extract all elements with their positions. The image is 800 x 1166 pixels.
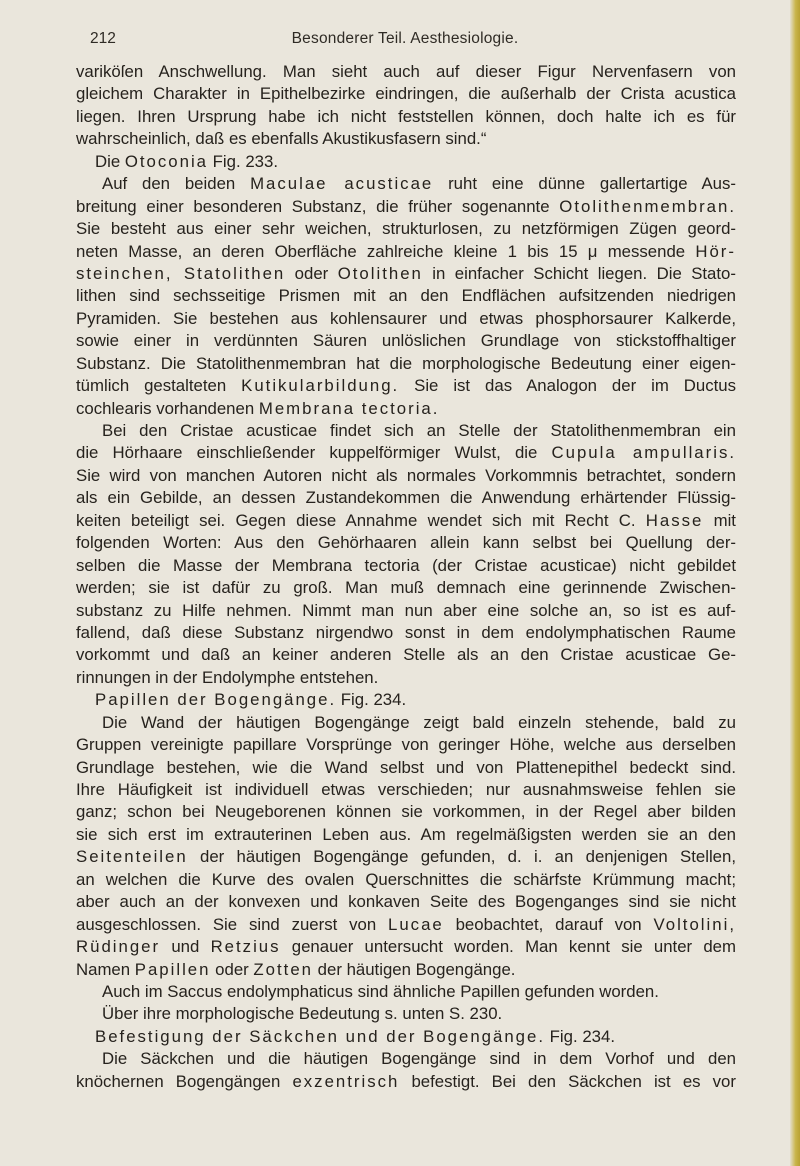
- text-line: [76, 173, 736, 195]
- text-run: selben die Masse der Membrana tectoria (der Cristae acusticae) nicht gebildet: [76, 555, 736, 575]
- text-line: [76, 308, 736, 330]
- text-line: [76, 734, 736, 756]
- text-line: [76, 61, 736, 83]
- text-run: Die: [95, 151, 125, 171]
- text-run: Sie besteht aus einer sehr weichen, strukturlosen, zu netzförmigen Zügen geord-: [76, 219, 736, 239]
- text-line: [76, 622, 736, 644]
- text-run: cochlearis vorhandenen: [76, 398, 259, 418]
- spaced-emphasis: Voltolini,: [653, 914, 736, 934]
- text-line: [76, 801, 736, 823]
- text-line: [76, 1071, 736, 1093]
- text-run: keiten beteiligt sei. Gegen diese Annahme wendet sich mit Recht C.: [76, 510, 646, 530]
- text-run: der häutigen Bogengänge gefunden, d. i. an denjenigen Stellen,: [187, 847, 736, 867]
- text-line: [76, 218, 736, 240]
- text-run: Sie ist das Analogon der im Ductus: [399, 376, 736, 396]
- text-line: [76, 846, 736, 868]
- text-run: mit: [703, 510, 736, 530]
- text-line: [76, 555, 736, 577]
- text-line: [76, 442, 736, 464]
- spaced-emphasis: steinchen, Statolithen: [76, 263, 286, 283]
- spaced-emphasis: Rüdinger: [76, 937, 161, 957]
- text-line: [76, 398, 736, 420]
- text-run: oder: [210, 959, 254, 979]
- text-run: Auf den beiden: [102, 174, 251, 194]
- text-line: [76, 577, 736, 599]
- text-run: aber auch an der konvexen und konkaven Seite des Bogenganges sind sie nicht: [76, 892, 736, 912]
- text-run: variköſen Anschwellung. Man sieht auch auf dieser Figur Nervenfasern von: [76, 62, 736, 81]
- text-line: [76, 106, 736, 128]
- spaced-emphasis: Otoconia: [124, 151, 209, 171]
- spaced-emphasis: Hör-: [695, 241, 736, 261]
- text-run: ausgeschlossen. Sie sind zuerst von: [76, 914, 389, 934]
- text-run: Auch im Saccus endolymphaticus sind ähnliche Papillen gefunden worden.: [102, 981, 659, 1001]
- spaced-emphasis: Maculae acusticae: [250, 174, 434, 194]
- text-line: [76, 689, 736, 711]
- text-line: [76, 891, 736, 913]
- text-run: Die Säckchen und die häutigen Bogengänge sind in dem Vorhof und den: [102, 1049, 736, 1069]
- text-run: befestigt. Bei den Säckchen ist es vor: [399, 1071, 736, 1091]
- body-text: [76, 61, 736, 1093]
- text-run: Fig. 234.: [545, 1026, 615, 1046]
- text-run: als ein Gebilde, an dessen Zustandekommen die Anwendung erhärtender Flüssig-: [76, 488, 736, 508]
- text-line: [76, 330, 736, 352]
- text-line: [76, 263, 736, 285]
- text-run: neten Masse, an deren Oberfläche zahlreiche kleine 1 bis 15 μ messende: [76, 241, 696, 261]
- text-run: folgenden Worten: Aus den Gehörhaaren allein kann selbst bei Quellung der-: [76, 533, 736, 553]
- text-line: [76, 151, 736, 173]
- text-run: und: [160, 937, 211, 957]
- spaced-emphasis: Papillen: [134, 959, 211, 979]
- text-line: [76, 83, 736, 105]
- text-run: gleichem Charakter in Epithelbezirke eindringen, die außerhalb der Crista acustica: [76, 84, 736, 104]
- text-run: wahrscheinlich, daß es ebenfalls Akustikusfasern sind.“: [76, 129, 487, 149]
- text-run: Fig. 233.: [208, 151, 278, 171]
- spaced-emphasis: Zotten: [253, 959, 313, 979]
- spaced-emphasis: exzentrisch: [292, 1071, 400, 1091]
- page-edge: [790, 0, 800, 1166]
- text-line: [76, 667, 736, 689]
- text-line: [76, 779, 736, 801]
- text-line: [76, 1003, 736, 1025]
- text-run: Sie wird von manchen Autoren nicht als normales Vorkommnis betrachtet, sondern: [76, 465, 736, 485]
- text-run: tümlich gestalteten: [76, 376, 242, 396]
- text-run: in einfacher Schicht liegen. Die Stato-: [422, 263, 736, 283]
- text-run: rinnungen in der Endolymphe entstehen.: [76, 667, 379, 687]
- spaced-emphasis: Befestigung der Säckchen und der Bogengänge.: [95, 1026, 546, 1046]
- spaced-emphasis: Kutikularbildung.: [241, 376, 400, 396]
- text-line: [76, 241, 736, 263]
- text-line: [76, 353, 736, 375]
- page-header: [80, 30, 730, 54]
- text-line: [76, 532, 736, 554]
- text-line: [76, 644, 736, 666]
- text-run: sowie einer in verdünnten Säuren unlöslichen Grundlage von stickstoffhaltiger: [76, 331, 736, 351]
- text-run: substanz zu Hilfe nehmen. Nimmt man nun aber eine solche an, so ist es auf-: [76, 600, 736, 620]
- spaced-emphasis: Papillen der Bogengänge.: [95, 690, 337, 710]
- text-run: Ihre Häufigkeit ist individuell etwas verschieden; nur ausnahmsweise fehlen sie: [76, 780, 736, 799]
- text-run: Grundlage bestehen, wie die Wand selbst und von Plattenepithel bedeckt sind.: [76, 757, 736, 777]
- text-line: [76, 465, 736, 487]
- text-run: Die Wand der häutigen Bogengänge zeigt bald einzeln stehende, bald zu: [102, 712, 736, 732]
- text-line: [76, 375, 736, 397]
- text-run: liegen. Ihren Ursprung habe ich nicht feststellen können, doch halte ich es für: [76, 106, 736, 126]
- running-title: Besonderer Teil. Aesthesiologie.: [291, 30, 519, 47]
- text-line: [76, 869, 736, 891]
- text-run: ganz; schon bei Neugeborenen können sie vorkommen, in der Regel aber bilden: [76, 802, 736, 822]
- text-run: knöchernen Bogengängen: [76, 1071, 293, 1091]
- text-run: sie sich erst im extrauterinen Leben aus. Am regelmäßigsten werden sie an den: [76, 824, 736, 844]
- spaced-emphasis: Retzius: [210, 937, 281, 957]
- text-run: Namen: [76, 959, 135, 979]
- text-line: [76, 981, 736, 1003]
- text-line: [76, 1048, 736, 1070]
- text-run: beobachtet, darauf von: [443, 914, 654, 934]
- text-line: [76, 510, 736, 532]
- text-line: [76, 757, 736, 779]
- spaced-emphasis: Hasse: [645, 510, 704, 530]
- spaced-emphasis: Otolithenmembran.: [559, 196, 736, 216]
- text-run: oder: [285, 263, 338, 283]
- text-run: ruht eine dünne gallertartige Aus-: [433, 174, 736, 194]
- text-run: Über ihre morphologische Bedeutung s. unten S. 230.: [102, 1004, 503, 1024]
- text-line: [76, 128, 736, 150]
- spaced-emphasis: Membrana tectoria.: [258, 398, 440, 418]
- text-run: der häutigen Bogengänge.: [312, 959, 516, 979]
- text-line: [76, 285, 736, 307]
- text-run: vorkommt und daß an keiner anderen Stelle als an den Cristae acusticae Ge-: [76, 645, 736, 665]
- text-run: Gruppen vereinigte papillare Vorsprünge von geringer Höhe, welche aus derselben: [76, 735, 736, 755]
- text-run: Bei den Cristae acusticae findet sich an Stelle der Statolithenmembran ein: [102, 421, 736, 440]
- text-run: fallend, daß diese Substanz nirgendwo sonst in dem endolymphatischen Raume: [76, 622, 736, 642]
- text-run: werden; sie ist dafür zu groß. Man muß demnach eine gerinnende Zwischen-: [76, 578, 736, 598]
- text-run: Substanz. Die Statolithenmembran hat die morphologische Bedeutung einer eigen-: [76, 353, 736, 373]
- text-line: [76, 959, 736, 981]
- text-line: [76, 196, 736, 218]
- text-line: [76, 420, 736, 442]
- page-number: 212: [90, 30, 116, 47]
- text-line: [76, 936, 736, 958]
- spaced-emphasis: Lucae: [388, 914, 444, 934]
- text-run: an welchen die Kurve des ovalen Querschnittes die schärfste Krümmung macht;: [76, 869, 736, 889]
- text-run: lithen sind sechsseitige Prismen mit an den Endflächen aufsitzenden niedrigen: [76, 286, 736, 306]
- text-run: Pyramiden. Sie bestehen aus kohlensaurer und etwas phosphorsaurer Kalkerde,: [76, 308, 736, 328]
- text-line: [76, 712, 736, 734]
- text-run: genauer untersucht worden. Man kennt sie unter dem: [280, 937, 736, 957]
- spaced-emphasis: Cupula ampullaris.: [551, 443, 736, 463]
- text-run: breitung einer besonderen Substanz, die früher sogenannte: [76, 196, 560, 216]
- text-line: [76, 600, 736, 622]
- text-line: [76, 824, 736, 846]
- spaced-emphasis: Seitenteilen: [76, 847, 188, 867]
- text-line: [76, 914, 736, 936]
- text-run: Fig. 234.: [336, 690, 407, 710]
- text-line: [76, 487, 736, 509]
- text-line: [76, 1026, 736, 1048]
- spaced-emphasis: Otolithen: [337, 263, 423, 283]
- text-run: die Hörhaare einschließender kuppelförmiger Wulst, die: [76, 443, 552, 463]
